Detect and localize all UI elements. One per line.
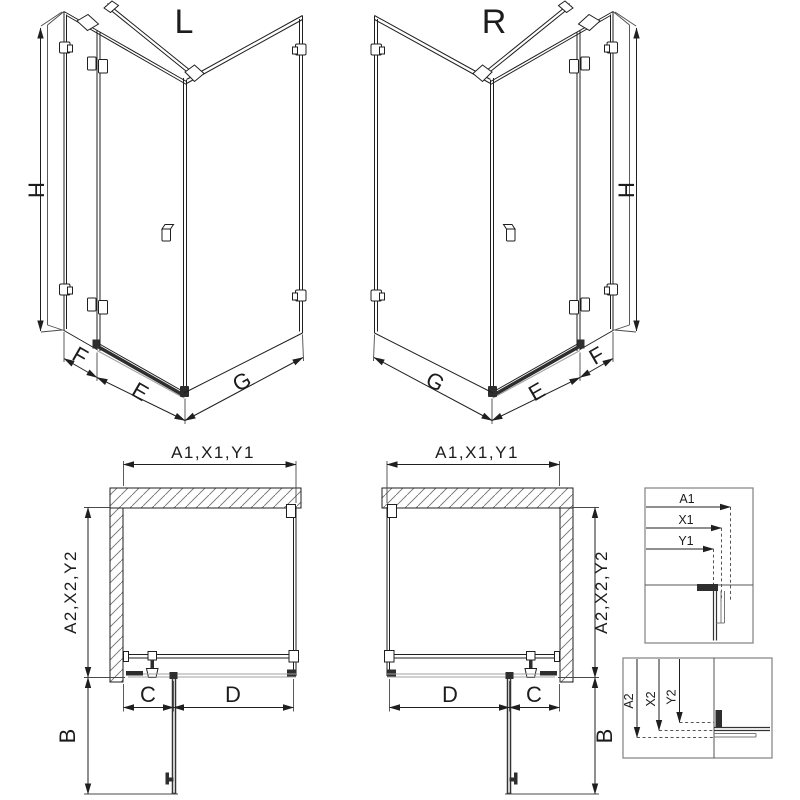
plan-right-dim-d: D xyxy=(442,682,458,707)
plan-left-view xyxy=(55,443,301,794)
plan-left-dim-d: D xyxy=(225,682,241,707)
plan-left-side-wall xyxy=(110,508,123,682)
iso-right-dim-f: F xyxy=(584,341,609,370)
plan-right-view xyxy=(382,443,617,794)
iso-right-view xyxy=(371,1,639,424)
iso-left-dim-h: H xyxy=(24,182,49,198)
depth-detail-y2: Y2 xyxy=(664,689,679,705)
depth-detail-a2: A2 xyxy=(622,693,636,709)
plan-right-dim-c: C xyxy=(526,682,542,707)
plan-left-depth-dims: A2,X2,Y2 xyxy=(61,550,80,634)
plan-left-dim-c: C xyxy=(140,682,156,707)
width-detail-profile xyxy=(697,584,725,641)
plan-right-width-dims: A1,X1,Y1 xyxy=(435,443,519,462)
plan-right-back-wall xyxy=(382,488,573,508)
depth-detail-border xyxy=(623,658,772,758)
iso-right-dim-e: E xyxy=(524,377,550,407)
width-detail-y1: Y1 xyxy=(678,534,694,548)
iso-left-dim-f: F xyxy=(68,341,93,370)
width-detail-a1: A1 xyxy=(679,492,695,506)
width-detail-box xyxy=(645,488,753,643)
plan-left-width-dims: A1,X1,Y1 xyxy=(171,443,255,462)
width-detail-x1: X1 xyxy=(678,513,694,527)
width-detail-border xyxy=(645,488,753,643)
plan-left-back-wall xyxy=(110,488,301,508)
iso-left-dim-g: G xyxy=(228,366,256,397)
iso-left-title: L xyxy=(174,3,194,41)
iso-left-view xyxy=(24,1,306,424)
plan-right-side-wall xyxy=(560,508,573,682)
plan-right-dim-b: B xyxy=(592,728,617,744)
depth-detail-x2: X2 xyxy=(644,691,658,707)
plan-right-depth-dims: A2,X2,Y2 xyxy=(592,550,611,634)
depth-detail-profile xyxy=(714,710,770,737)
iso-right-dim-g: G xyxy=(421,366,449,397)
depth-detail-box xyxy=(622,658,772,758)
iso-right-title: R xyxy=(481,3,507,41)
iso-right-dim-h: H xyxy=(614,182,639,198)
plan-left-dim-b: B xyxy=(55,728,80,744)
iso-left-dim-e: E xyxy=(127,377,153,407)
